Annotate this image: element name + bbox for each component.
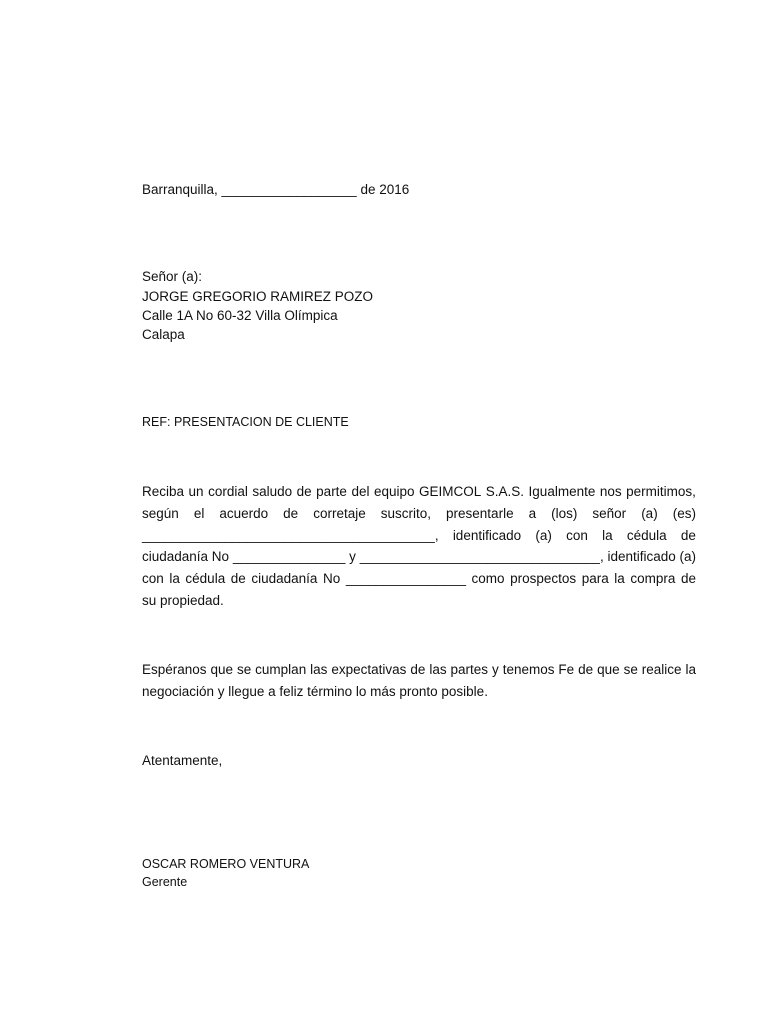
paragraph-word: (es) (672, 505, 696, 521)
paragraph-word: señor (592, 505, 627, 521)
paragraph-word: Reciba (142, 484, 185, 499)
paragraph-word: el (193, 505, 205, 521)
paragraph-word: identificado (452, 527, 522, 543)
paragraph-word: del (351, 484, 370, 499)
paragraph-line: negociación y llegue a feliz término lo más pronto posible. (142, 683, 488, 699)
reference-line: REF: PRESENTACION DE CLIENTE (142, 415, 349, 429)
paragraph-line (142, 481, 696, 503)
paragraph-line: con la cédula de ciudadanía No ________________ como prospectos para la compra de (142, 571, 696, 587)
paragraph-word: la (602, 527, 613, 543)
paragraph-word: cédula (626, 527, 667, 543)
paragraph-word: de (296, 484, 312, 499)
paragraph-word: permitimos, (626, 484, 696, 499)
paragraph-word: cordial (208, 484, 248, 499)
paragraph-word: equipo (373, 484, 415, 499)
paragraph-word: presentarle (446, 505, 514, 521)
signature-name: OSCAR ROMERO VENTURA (142, 857, 310, 871)
body-paragraph-1 (142, 481, 696, 612)
recipient-name: JORGE GREGORIO RAMIREZ POZO (142, 289, 374, 304)
paragraph-word: con (566, 527, 588, 543)
paragraph-word: un (188, 484, 204, 499)
paragraph-word: corretaje (313, 505, 366, 521)
paragraph-word: saludo (252, 484, 293, 499)
paragraph-line: ciudadanía No _______________ y ________________________________, identificado (a) (142, 549, 696, 565)
paragraph-word: (a) (535, 527, 552, 543)
closing-line: Atentamente, (142, 753, 223, 768)
recipient-address: Calle 1A No 60-32 Villa Olímpica (142, 308, 338, 323)
paragraph-word: a (528, 505, 537, 521)
paragraph-word: Igualmente (528, 484, 596, 499)
paragraph-word: S.A.S. (485, 484, 525, 499)
recipient-city: Calapa (142, 327, 185, 342)
signature-title: Gerente (142, 875, 188, 889)
paragraph-line: Espéranos que se cumplan las expectativas de las partes y tenemos Fe de que se realice la (142, 662, 696, 677)
paragraph-word: suscrito, (380, 505, 432, 521)
paragraph-word: (los) (551, 505, 578, 521)
paragraph-line (142, 503, 696, 525)
date-line: Barranquilla, __________________ de 2016 (142, 182, 410, 197)
recipient-salutation: Señor (a): (142, 269, 203, 284)
body-paragraph-2 (142, 659, 696, 703)
paragraph-word: según (142, 505, 179, 521)
paragraph-word: nos (599, 484, 622, 499)
paragraph-word: (a) (641, 505, 658, 521)
paragraph-word: parte (316, 484, 347, 499)
paragraph-word: acuerdo (219, 505, 269, 521)
paragraph-line: su propiedad. (142, 592, 224, 608)
paragraph-word: GEIMCOL (419, 484, 482, 499)
paragraph-word: _______________________________________, (142, 527, 439, 543)
paragraph-word: de (680, 527, 696, 543)
paragraph-word: de (283, 505, 299, 521)
paragraph-line (142, 525, 696, 547)
